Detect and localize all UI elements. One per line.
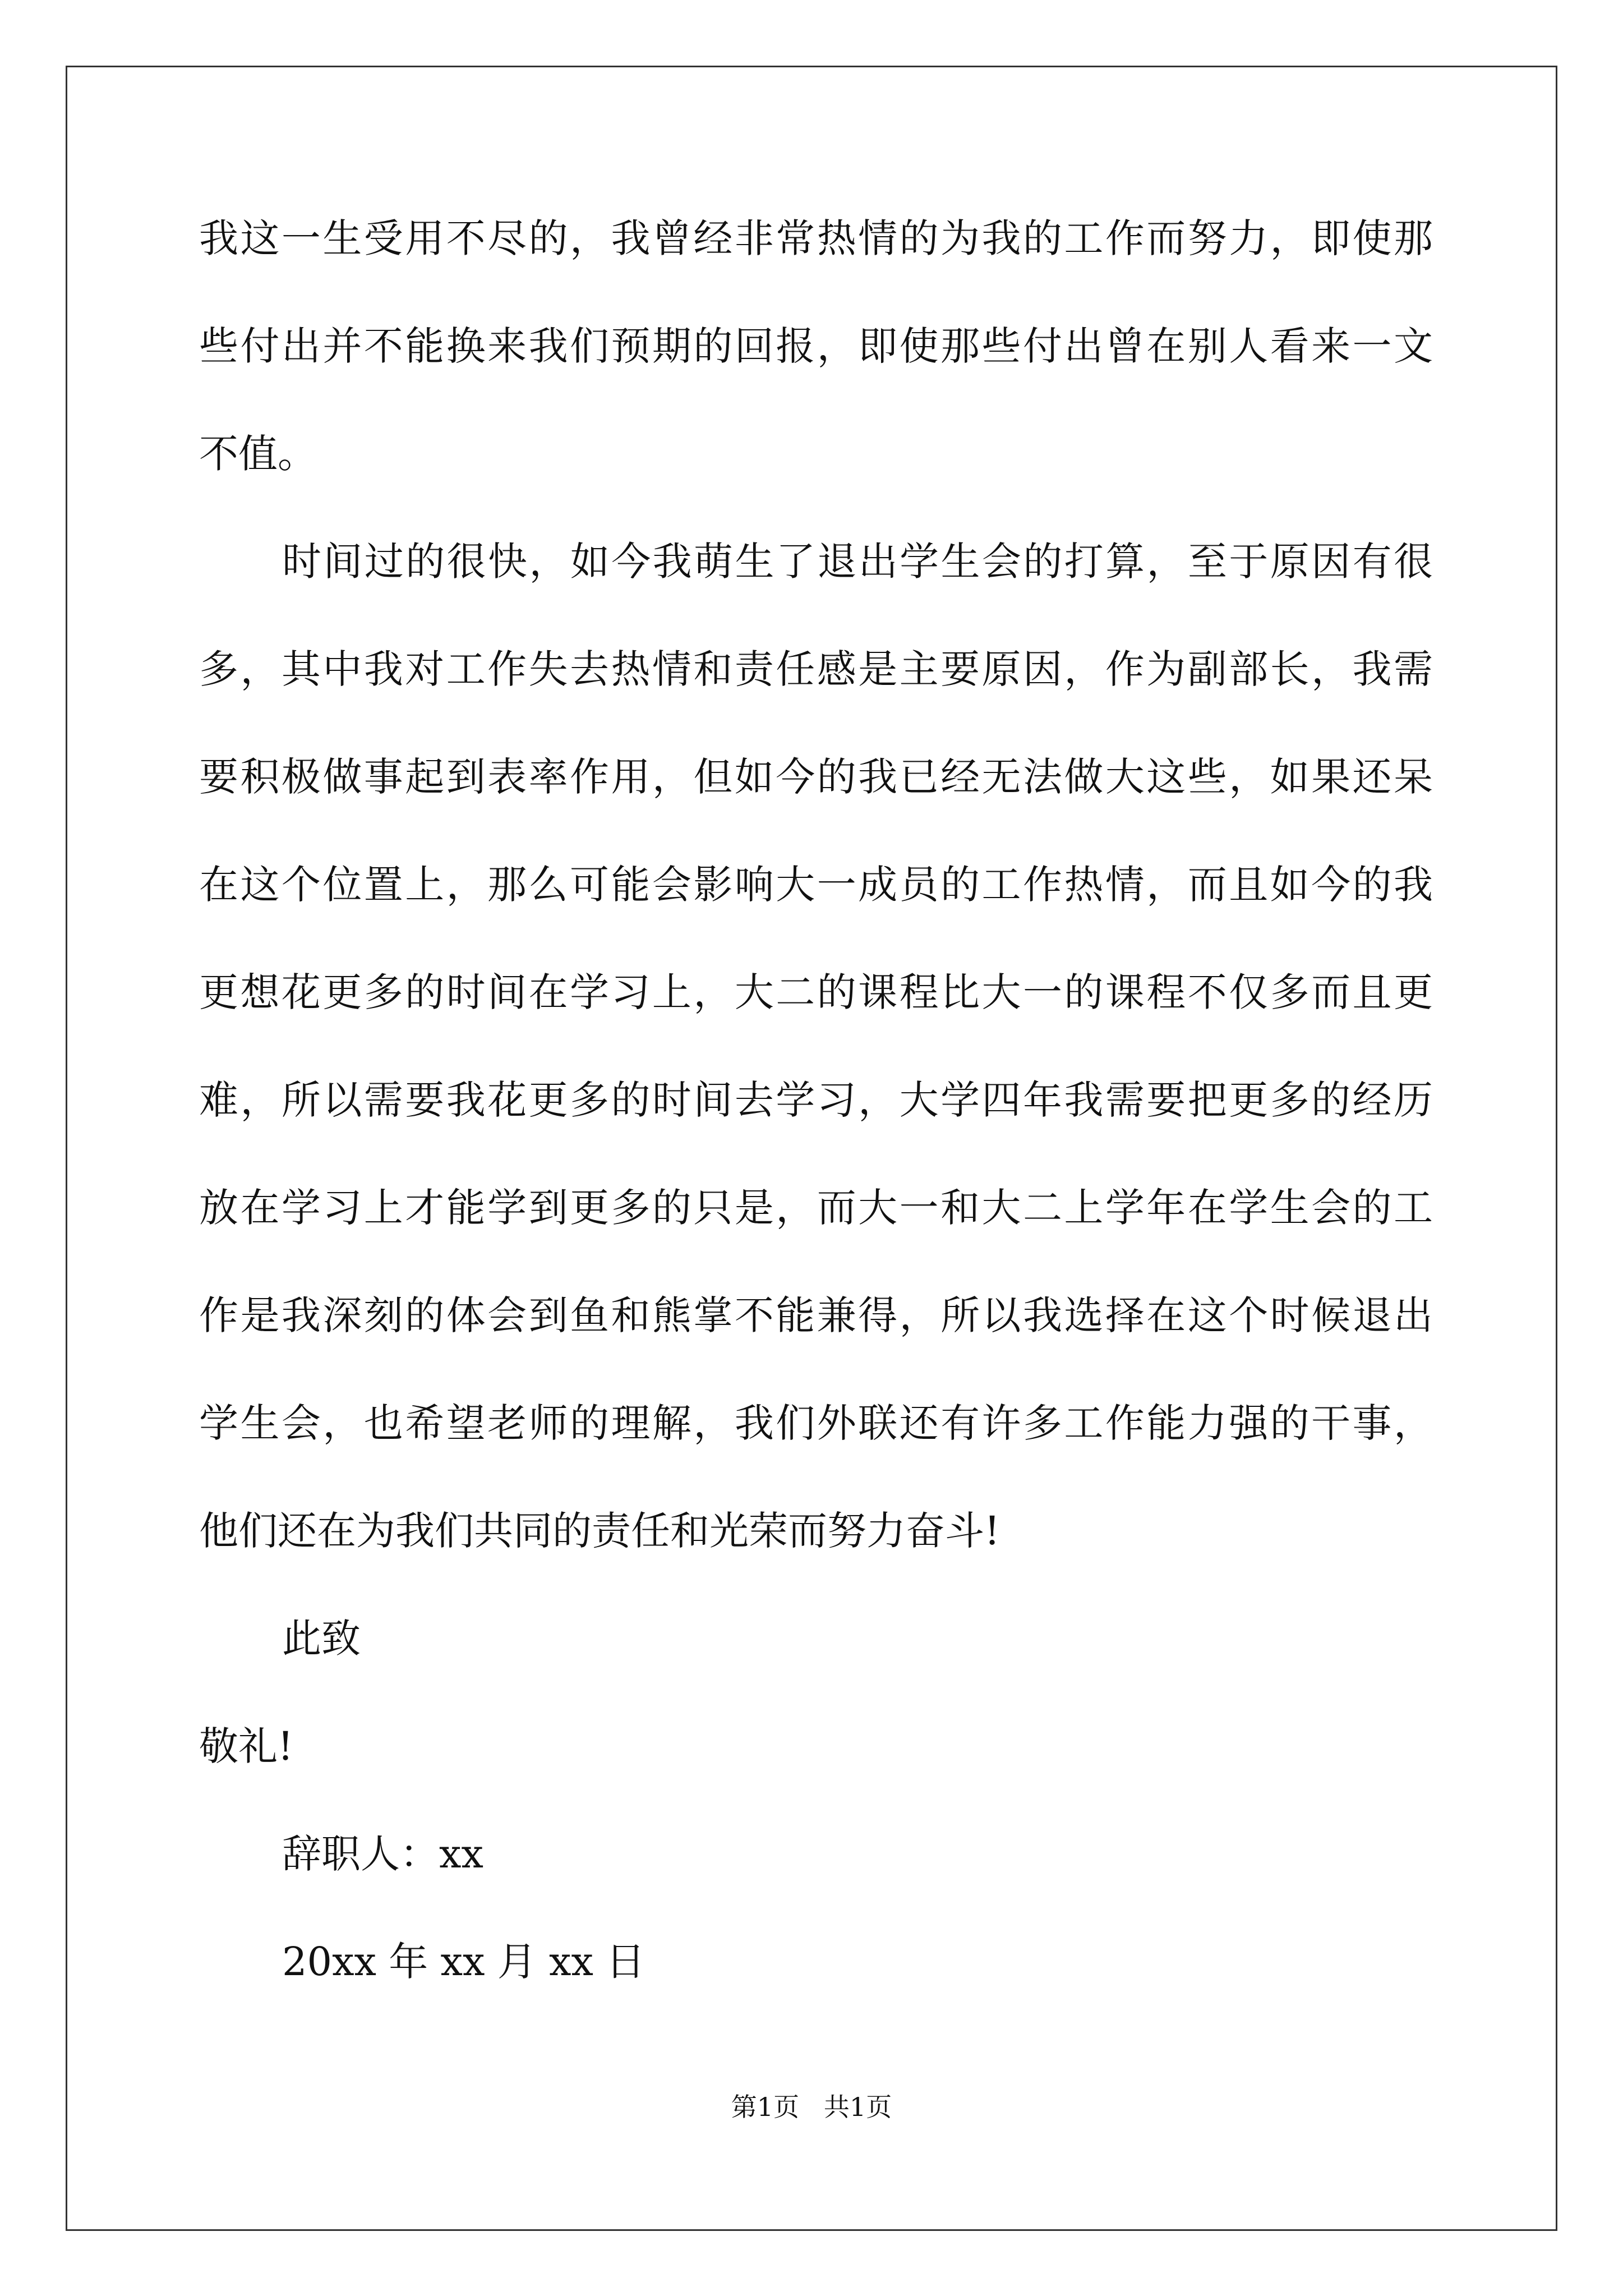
letter-body (199, 215, 1433, 2050)
text-line: 学生会，也希望老师的理解，我们外联还有许多工作能力强的干事， (199, 1400, 1433, 1446)
text-line: 不值。 (199, 431, 317, 477)
text-line: 难，所以需要我花更多的时间去学习，大学四年我需要把更多的经历 (199, 1077, 1433, 1123)
text-line: 我这一生受用不尽的，我曾经非常热情的为我的工作而努力，即使那 (199, 215, 1433, 261)
date-line: 20xx 年 xx 月 xx 日 (282, 1939, 645, 1985)
text-line: 要积极做事起到表率作用，但如今的我已经无法做大这些，如果还呆 (199, 754, 1433, 800)
signature-line: 辞职人：xx (282, 1831, 483, 1877)
salutation-closing: 此致 (282, 1616, 361, 1662)
text-line: 时间过的很快，如今我萌生了退出学生会的打算，至于原因有很 (282, 539, 1433, 585)
text-line: 些付出并不能换来我们预期的回报，即使那些付出曾在别人看来一文 (199, 323, 1433, 369)
text-line: 在这个位置上，那么可能会影响大一成员的工作热情，而且如今的我 (199, 862, 1433, 908)
text-line: 更想花更多的时间在学习上，大二的课程比大一的课程不仅多而且更 (199, 969, 1433, 1015)
page-footer: 第1页 共1页 (731, 2092, 892, 2122)
text-line: 他们还在为我们共同的责任和光荣而努力奋斗! (199, 1508, 1000, 1554)
salutation-regards: 敬礼! (199, 1723, 294, 1769)
text-line: 放在学习上才能学到更多的只是，而大一和大二上学年在学生会的工 (199, 1185, 1433, 1231)
text-line: 多，其中我对工作失去热情和责任感是主要原因，作为副部长，我需 (199, 646, 1433, 692)
text-line: 作是我深刻的体会到鱼和熊掌不能兼得，所以我选择在这个时候退出 (199, 1292, 1433, 1338)
